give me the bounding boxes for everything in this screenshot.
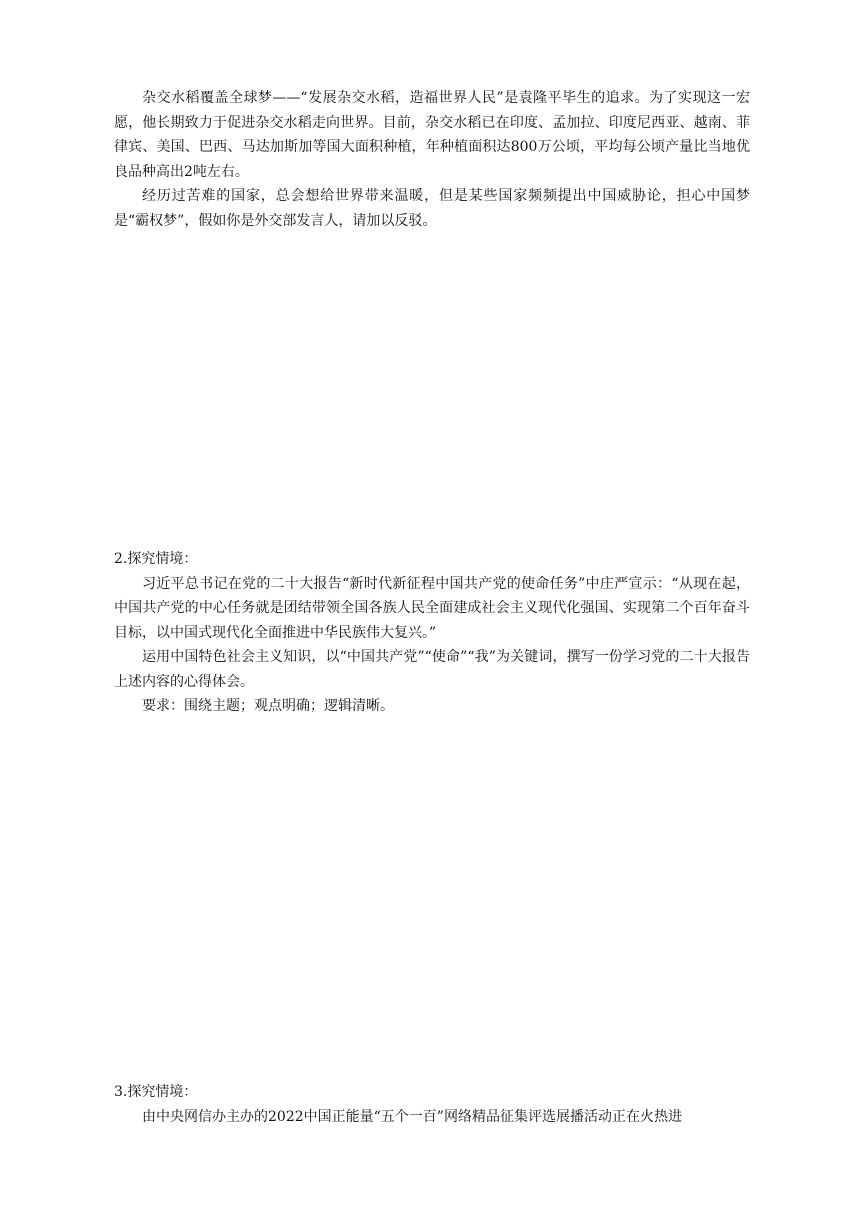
section-2-heading: 2.探究情境： xyxy=(114,551,198,567)
section-2 xyxy=(114,547,750,719)
paragraph-question-1: 经历过苦难的国家，总会想给世界带来温暖，但是某些国家频频提出中国威胁论，担心中国梦是“霸权梦”，假如你是外交部发言人，请加以反驳。 xyxy=(114,188,750,229)
section-1 xyxy=(114,86,750,233)
paragraph-task: 运用中国特色社会主义知识，以“中国共产党”“使命”“我”为关键词，撰写一份学习党的二十大报告上述内容的心得体会。 xyxy=(114,649,750,690)
paragraph-report-quote: 习近平总书记在党的二十大报告“新时代新征程中国共产党的使命任务”中庄严宣示：“从现在起，中国共产党的中心任务就是团结带领全国各族人民全面建成社会主义现代化强国、实现第二个百年奋斗目标，以中国式现代化全面推进中华民族伟大复兴。” xyxy=(114,575,750,641)
paragraph-hybrid-rice: 杂交水稻覆盖全球梦——“发展杂交水稻，造福世界人民”是袁隆平毕生的追求。为了实现这一宏愿，他长期致力于促进杂交水稻走向世界。目前，杂交水稻已在印度、孟加拉、印度尼西亚、越南、菲律宾、美国、巴西、马达加斯加等国大面积种植，年种植面积达800万公顷，平均每公顷产量比当地优良品种高出2吨左右。 xyxy=(114,90,750,180)
section-3-heading: 3.探究情境： xyxy=(114,1084,198,1100)
section-3 xyxy=(114,1080,750,1129)
paragraph-network-activity: 由中央网信办主办的2022中国正能量“五个一百”网络精品征集评选展播活动正在火热进 xyxy=(142,1108,682,1125)
paragraph-requirements: 要求：围绕主题；观点明确；逻辑清晰。 xyxy=(142,698,394,714)
